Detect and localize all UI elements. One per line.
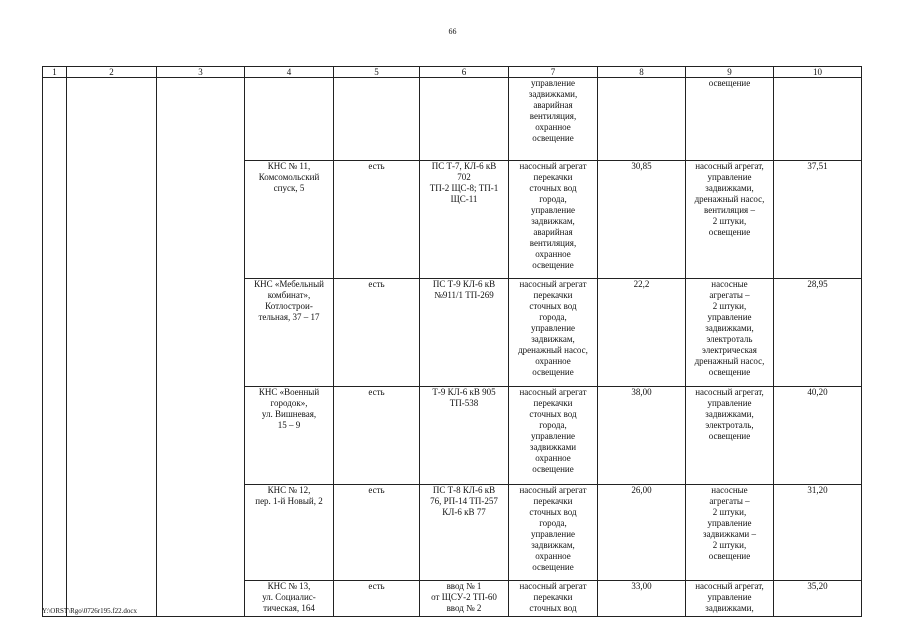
column-number-4: 4 <box>245 67 334 78</box>
document-path-footer: Y:\ORST\Rgo\0726r195.f22.docx <box>42 607 138 615</box>
page-number: 66 <box>448 27 457 36</box>
column-number-1: 1 <box>43 67 67 78</box>
consumers-cell: управление задвижками, аварийная вентиляция, охранное освещение <box>509 78 598 161</box>
power-source-cell: Т-9 КЛ-6 кВ 905 ТП-538 <box>420 387 509 485</box>
equipment-cell: насосные агрегаты – 2 штуки, управление задвижками, электроталь электрическая дренажный насос, освещение <box>686 279 774 387</box>
station-name-cell <box>245 78 334 161</box>
merged-cell-col2 <box>67 78 157 617</box>
availability-cell: есть <box>334 485 420 581</box>
table-row <box>43 78 862 161</box>
power-source-cell: ПС Т-8 КЛ-6 кВ 76, РП-14 ТП-257 КЛ-6 кВ 77 <box>420 485 509 581</box>
column-number-2: 2 <box>67 67 157 78</box>
availability-cell <box>334 78 420 161</box>
column-number-7: 7 <box>509 67 598 78</box>
power-source-cell: ПС Т-9 КЛ-6 кВ №911/1 ТП-269 <box>420 279 509 387</box>
consumers-cell: насосный агрегат перекачки сточных вод города, управление задвижками охранное освещение <box>509 387 598 485</box>
consumers-cell: насосный агрегат перекачки сточных вод города, управление задвижкам, аварийная вентиляция, охранное освещение <box>509 161 598 279</box>
power-source-cell <box>420 78 509 161</box>
power-value-cell: 22,2 <box>598 279 686 387</box>
merged-cell-col3 <box>157 78 245 617</box>
total-value-cell: 37,51 <box>774 161 862 279</box>
availability-cell: есть <box>334 279 420 387</box>
column-number-6: 6 <box>420 67 509 78</box>
equipment-cell: насосный агрегат, управление задвижками, <box>686 581 774 617</box>
power-value-cell: 38,00 <box>598 387 686 485</box>
availability-cell: есть <box>334 387 420 485</box>
power-value-cell: 33,00 <box>598 581 686 617</box>
equipment-cell: насосные агрегаты – 2 штуки, управление задвижками – 2 штуки, освещение <box>686 485 774 581</box>
consumers-cell: насосный агрегат перекачки сточных вод <box>509 581 598 617</box>
column-number-3: 3 <box>157 67 245 78</box>
total-value-cell <box>774 78 862 161</box>
column-number-5: 5 <box>334 67 420 78</box>
equipment-cell: насосный агрегат, управление задвижками, дренажный насос, вентиляция – 2 штуки, освещение <box>686 161 774 279</box>
equipment-cell: насосный агрегат, управление задвижками, электроталь, освещение <box>686 387 774 485</box>
document-table <box>42 66 862 617</box>
equipment-cell: освещение <box>686 78 774 161</box>
column-number-10: 10 <box>774 67 862 78</box>
station-name-cell: КНС № 12, пер. 1-й Новый, 2 <box>245 485 334 581</box>
column-number-8: 8 <box>598 67 686 78</box>
consumers-cell: насосный агрегат перекачки сточных вод города, управление задвижкам, дренажный насос, охранное освещение <box>509 279 598 387</box>
merged-cell-col1 <box>43 78 67 617</box>
consumers-cell: насосный агрегат перекачки сточных вод города, управление задвижкам, охранное освещение <box>509 485 598 581</box>
power-source-cell: ПС Т-7, КЛ-6 кВ 702 ТП-2 ЩС-8; ТП-1 ЩС-11 <box>420 161 509 279</box>
column-number-9: 9 <box>686 67 774 78</box>
power-source-cell: ввод № 1 от ЩСУ-2 ТП-60 ввод № 2 <box>420 581 509 617</box>
power-value-cell: 26,00 <box>598 485 686 581</box>
station-name-cell: КНС «Военный городок», ул. Вишневая, 15 – 9 <box>245 387 334 485</box>
station-name-cell: КНС № 11, Комсомольский спуск, 5 <box>245 161 334 279</box>
total-value-cell: 35,20 <box>774 581 862 617</box>
power-value-cell <box>598 78 686 161</box>
total-value-cell: 31,20 <box>774 485 862 581</box>
availability-cell: есть <box>334 581 420 617</box>
station-name-cell: КНС № 13, ул. Социалис- тическая, 164 <box>245 581 334 617</box>
column-number-row <box>43 67 862 78</box>
total-value-cell: 28,95 <box>774 279 862 387</box>
total-value-cell: 40,20 <box>774 387 862 485</box>
station-name-cell: КНС «Мебельный комбинат», Котлострои- тельная, 37 – 17 <box>245 279 334 387</box>
availability-cell: есть <box>334 161 420 279</box>
power-value-cell: 30,85 <box>598 161 686 279</box>
